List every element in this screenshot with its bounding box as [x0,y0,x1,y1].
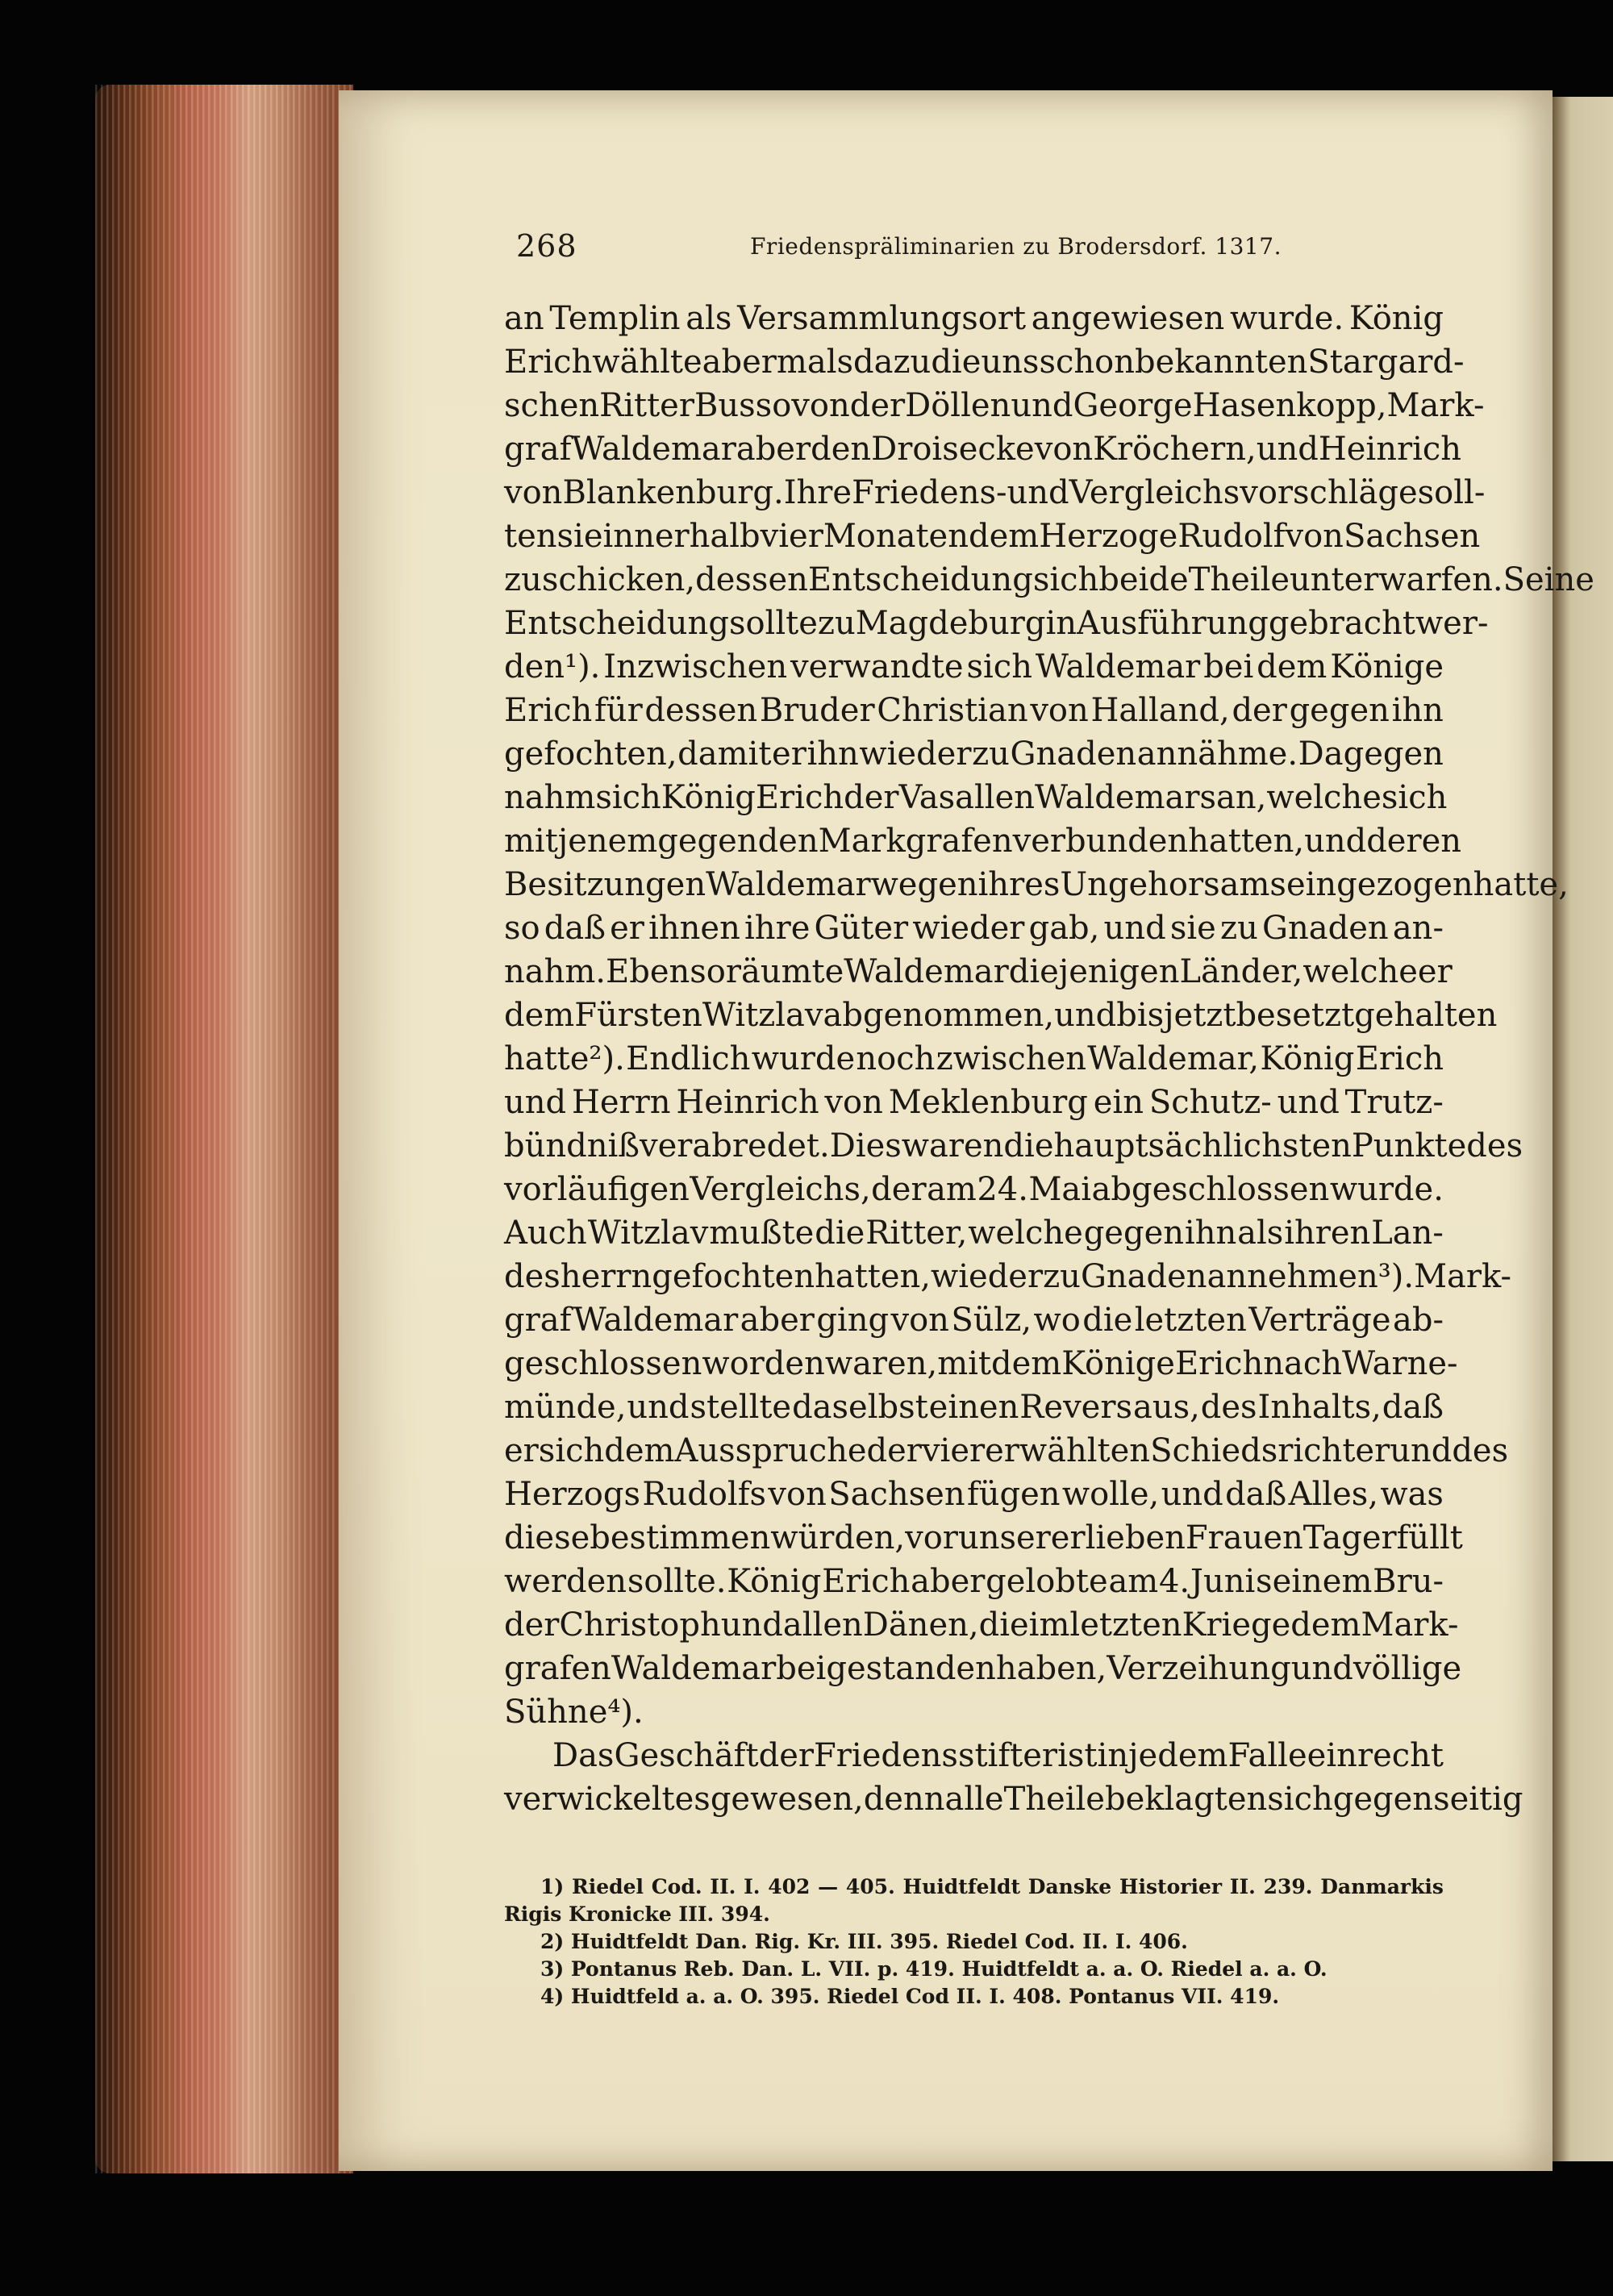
footnote-line: 1) Riedel Cod. II. I. 402 — 405. Huidtfeldt Danske Historier II. 239. Danmarkis [540,1875,1444,1898]
text-line: der Christoph und allen Dänen, die im letzten Kriege dem Mark- [504,1606,1459,1644]
text-line: bündniß verabredet. Dies waren die hauptsächlichsten Punkte des [504,1127,1523,1165]
text-line: er sich dem Ausspruche der vier erwählten Schiedsrichter und des [504,1432,1509,1469]
text-line: ten sie innerhalb vier Monaten dem Herzoge Rudolf von Sachsen [504,518,1481,555]
book-fore-edge [95,85,353,2173]
text-line: Das Geschäft der Friedensstifter ist in jedem Falle ein recht [552,1737,1444,1774]
text-line: zuschicken, dessen Entscheidung sich beide Theile unterwarfen. Seine [504,561,1594,598]
text-line: mit jenem gegen den Markgrafen verbunden hatten, und deren [504,823,1462,860]
text-line: von Blankenburg. Ihre Friedens- und Vergleichsvorschläge soll- [504,474,1486,511]
text-line: gefochten, damit er ihn wieder zu Gnaden annähme. Dagegen [504,735,1444,773]
text-line: Auch Witzlav mußte die Ritter, welche gegen ihn als ihren Lan- [504,1215,1444,1252]
running-head: Friedenspräliminarien zu Brodersdorf. 1317. [750,233,1282,260]
text-line: nahm sich König Erich der Vasallen Waldemars an, welche sich [504,779,1448,816]
text-line: verwickeltes gewesen, denn alle Theile beklagten sich gegenseitig [504,1781,1523,1818]
footnote-line: 2) Huidtfeldt Dan. Rig. Kr. III. 395. Riedel Cod. II. I. 406. [540,1930,1188,1953]
text-line: Erich für dessen Bruder Christian von Halland, der gegen ihn [504,692,1444,729]
page-header [516,228,1444,269]
body-text [504,300,1594,1824]
text-line: Herzogs Rudolfs von Sachsen fügen wolle, und daß Alles, was [504,1476,1444,1513]
text-line: hatte²). Endlich wurde noch zwischen Waldemar, König Erich [504,1040,1444,1077]
text-line: an Templin als Versammlungsort angewiesen wurde. König [504,300,1444,337]
text-line: graf Waldemar aber ging von Sülz, wo die letzten Verträge ab- [504,1302,1444,1339]
facing-page-edge [1553,97,1613,2161]
footnotes [504,1875,1444,2012]
text-line: geschlossen worden waren, mit dem Könige Erich nach Warne- [504,1345,1458,1382]
text-line: nahm. Eben so räumte Waldemar diejenigen Länder, welche er [504,953,1453,990]
text-line: schen Ritter Busso von der Döllen und George Hasenkopp, Mark- [504,387,1485,424]
footnote-line: Rigis Kronicke III. 394. [504,1902,770,1926]
text-line: Entscheidung sollte zu Magdeburg in Ausführung gebracht wer- [504,605,1489,642]
text-line: und Herrn Heinrich von Meklenburg ein Schutz- und Trutz- [504,1084,1444,1121]
text-line: den¹). Inzwischen verwandte sich Waldemar bei dem Könige [504,648,1444,685]
text-line: grafen Waldemar beigestanden haben, Verzeihung und völlige [504,1650,1462,1687]
text-line: so daß er ihnen ihre Güter wieder gab, und sie zu Gnaden an- [504,910,1444,947]
text-line: dem Fürsten Witzlav abgenommen, und bis jetzt besetzt gehalten [504,997,1498,1034]
text-line: diese bestimmen würden, vor unserer lieben Frauen Tag erfüllt [504,1519,1463,1556]
text-line: werden sollte. König Erich aber gelobte am 4. Juni seinem Bru- [504,1563,1444,1600]
text-line: graf Waldemar aber den Droisecke von Kröchern, und Heinrich [504,431,1462,468]
text-line: vorläufigen Vergleichs, der am 24. Mai abgeschlossen wurde. [504,1171,1444,1208]
text-line: desherrn gefochten hatten, wieder zu Gnaden annehmen³). Mark- [504,1258,1512,1295]
footnote-line: 3) Pontanus Reb. Dan. L. VII. p. 419. Huidtfeldt a. a. O. Riedel a. a. O. [540,1957,1327,1981]
text-line: Sühne⁴). [504,1694,644,1731]
text-line: Erich wählte abermals dazu die uns schon bekannten Stargard- [504,344,1465,381]
page-number: 268 [516,228,577,264]
text-line: münde, und stellte daselbst einen Revers aus, des Inhalts, daß [504,1389,1444,1426]
footnote-line: 4) Huidtfeld a. a. O. 395. Riedel Cod II. I. 408. Pontanus VII. 419. [540,1985,1280,2008]
text-line: Besitzungen Waldemar wegen ihres Ungehorsams eingezogen hatte, [504,866,1569,903]
